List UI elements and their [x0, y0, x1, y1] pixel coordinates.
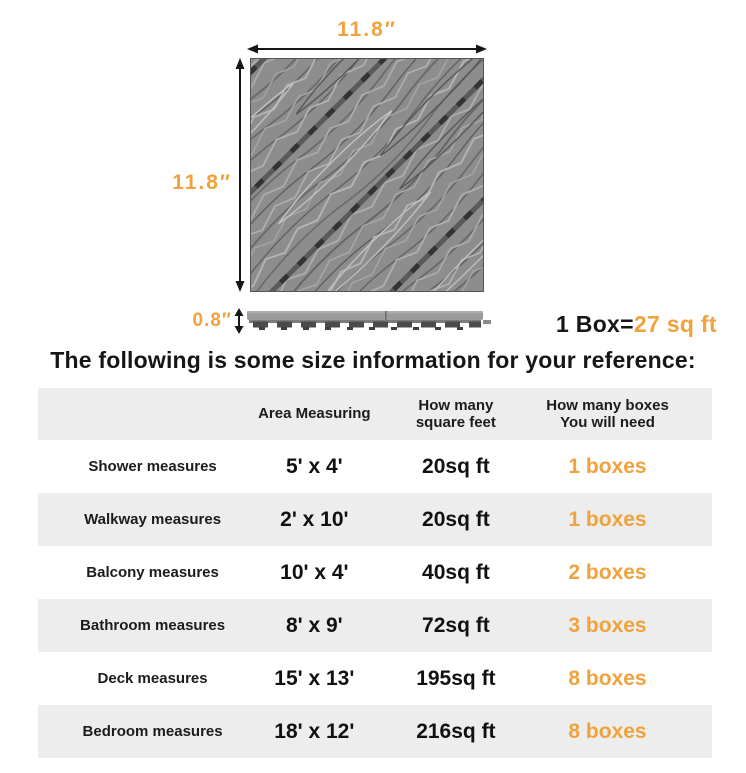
tile-width-label: 11.8″	[337, 18, 397, 41]
sqft-cell: 195sq ft	[416, 666, 496, 690]
tile-thickness-label: 0.8″	[192, 310, 232, 331]
sqft-cell: 216sq ft	[416, 719, 496, 743]
table-row	[38, 705, 712, 758]
boxes-cell: 8 boxes	[568, 666, 647, 690]
area-cell: 8' x 9'	[285, 613, 343, 637]
table-row	[38, 546, 712, 599]
section-heading: The following is some size information for your reference:	[50, 347, 696, 373]
header-cell-area: Area Measuring	[258, 405, 371, 423]
room-cell: Walkway measures	[84, 511, 222, 528]
table-row	[38, 652, 712, 705]
table-row	[38, 440, 712, 493]
tile-top-view-image	[250, 58, 484, 292]
size-reference-table	[38, 388, 712, 758]
room-cell: Shower measures	[88, 458, 217, 475]
tile-side-view-image	[243, 307, 493, 335]
header-cell-boxes: How many boxes You will need	[546, 396, 669, 431]
sqft-cell: 40sq ft	[422, 560, 490, 584]
header-cell-sqft: How many square feet	[415, 396, 496, 431]
tile-width-arrow-icon	[247, 43, 487, 55]
tile-height-label: 11.8″	[172, 171, 232, 194]
room-cell: Bathroom measures	[80, 617, 226, 634]
boxes-cell: 1 boxes	[568, 454, 647, 478]
table-row	[38, 599, 712, 652]
area-cell: 18' x 12'	[274, 719, 355, 743]
box-coverage-value: 27 sq ft	[633, 311, 717, 337]
room-cell: Bedroom measures	[82, 723, 223, 740]
box-coverage-prefix: 1 Box=	[556, 311, 634, 337]
area-cell: 5' x 4'	[285, 454, 343, 478]
sqft-cell: 20sq ft	[422, 507, 490, 531]
boxes-cell: 8 boxes	[568, 719, 647, 743]
area-cell: 2' x 10'	[280, 507, 349, 531]
room-cell: Deck measures	[97, 670, 208, 687]
room-cell: Balcony measures	[86, 564, 219, 581]
table-row	[38, 493, 712, 546]
boxes-cell: 3 boxes	[568, 613, 647, 637]
tile-height-arrow-icon	[234, 58, 246, 292]
sqft-cell: 72sq ft	[422, 613, 490, 637]
boxes-cell: 1 boxes	[568, 507, 647, 531]
sqft-cell: 20sq ft	[422, 454, 490, 478]
area-cell: 10' x 4'	[280, 560, 349, 584]
area-cell: 15' x 13'	[274, 666, 355, 690]
boxes-cell: 2 boxes	[568, 560, 647, 584]
table-body	[38, 440, 712, 758]
table-header-row	[38, 388, 712, 440]
box-coverage-label	[556, 311, 717, 338]
